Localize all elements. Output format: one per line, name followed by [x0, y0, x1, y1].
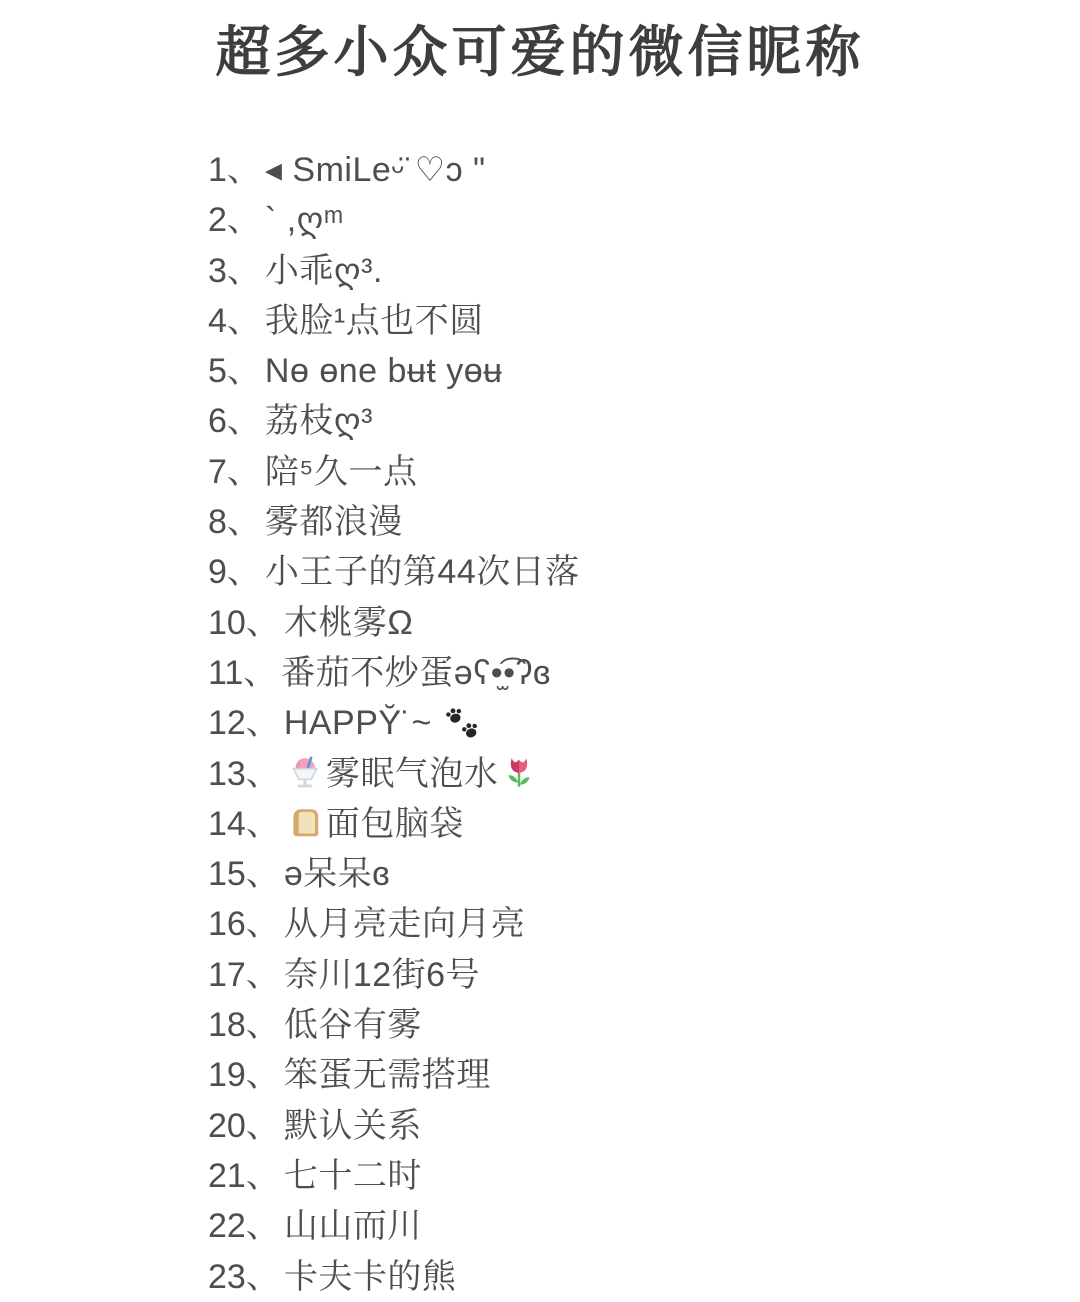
item-number: 8、 [208, 503, 261, 542]
item-number: 6、 [208, 402, 261, 441]
item-text: 荔枝ღ³ [264, 402, 373, 441]
item-number: 9、 [208, 553, 261, 592]
list-item [208, 899, 1080, 949]
item-text: 从月亮走向月亮 [283, 905, 526, 944]
item-text: 奈川12街6号 [283, 955, 481, 994]
item-text: 低谷有雾 [283, 1006, 422, 1045]
item-number: 5、 [208, 352, 261, 391]
item-text: 雾都浪漫 [264, 503, 403, 542]
list-item [208, 799, 1080, 849]
list-item [208, 145, 1080, 195]
nickname-list [208, 145, 1080, 1302]
item-text: 面包脑袋 [284, 805, 464, 843]
list-item [208, 396, 1080, 446]
item-text: ə呆呆ɞ [283, 855, 390, 894]
item-text: 小乖ღ³. [264, 251, 383, 290]
list-item [208, 1151, 1080, 1201]
item-number: 7、 [208, 452, 261, 491]
item-number: 3、 [208, 251, 261, 290]
list-item [208, 1000, 1080, 1050]
list-item [208, 950, 1080, 1000]
list-item [208, 547, 1080, 597]
list-item [208, 598, 1080, 648]
list-item [208, 1201, 1080, 1251]
item-number: 17、 [208, 955, 280, 994]
item-number: 1、 [208, 151, 261, 189]
item-text: 七十二时 [283, 1156, 422, 1195]
item-text: 卡夫卡的熊 [283, 1257, 457, 1296]
item-text: ◂ SmiLeᵕ̈ ♡ɔ " [264, 151, 486, 189]
item-number: 18、 [208, 1006, 280, 1045]
item-text: Nɵ ɵne bʉŧ yɵʉ [264, 352, 503, 391]
paw-prints-icon [444, 703, 482, 741]
item-number: 2、 [208, 201, 261, 240]
item-number: 12、 [208, 704, 280, 743]
item-number: 4、 [208, 301, 261, 340]
list-item [208, 648, 1080, 698]
item-number: 19、 [208, 1056, 280, 1095]
item-text: ` ,ღᵐ [264, 201, 344, 240]
list-item [208, 1050, 1080, 1100]
item-text: 默认关系 [283, 1106, 422, 1145]
item-text: 陪⁵久一点 [264, 452, 418, 491]
list-item [208, 195, 1080, 245]
item-text: 我脸¹点也不圆 [264, 301, 484, 340]
list-item [208, 698, 1080, 748]
item-text: 山山而川 [283, 1207, 422, 1246]
item-number: 16、 [208, 905, 280, 944]
list-item [208, 346, 1080, 396]
item-number: 23、 [208, 1257, 280, 1296]
tulip-icon [500, 754, 538, 792]
item-text: HAPPY̆̈ ~ [284, 704, 484, 742]
page-title: 超多小众可爱的微信昵称 [215, 21, 865, 83]
list-item [208, 497, 1080, 547]
item-number: 14、 [208, 804, 280, 843]
list-item [208, 1101, 1080, 1151]
item-number: 11、 [208, 653, 278, 692]
item-number: 10、 [208, 603, 280, 642]
list-item [208, 1252, 1080, 1302]
item-text: 雾眠气泡水 [284, 755, 541, 793]
list-item [208, 849, 1080, 899]
list-item [208, 447, 1080, 497]
list-item [208, 246, 1080, 296]
shaved-ice-icon [286, 754, 324, 792]
list-item [208, 296, 1080, 346]
bread-icon [286, 804, 324, 842]
item-text: 小王子的第44次日落 [264, 553, 580, 592]
item-number: 22、 [208, 1207, 280, 1246]
list-item [208, 749, 1080, 799]
item-number: 15、 [208, 855, 280, 894]
item-text: 笨蛋无需搭理 [283, 1056, 491, 1095]
item-number: 13、 [208, 754, 280, 793]
item-text: 木桃雾Ω [283, 603, 414, 642]
item-number: 20、 [208, 1106, 280, 1145]
item-number: 21、 [208, 1156, 280, 1195]
item-text: 番茄不炒蛋əʕ•̫͡•ʔɞ [281, 653, 551, 692]
